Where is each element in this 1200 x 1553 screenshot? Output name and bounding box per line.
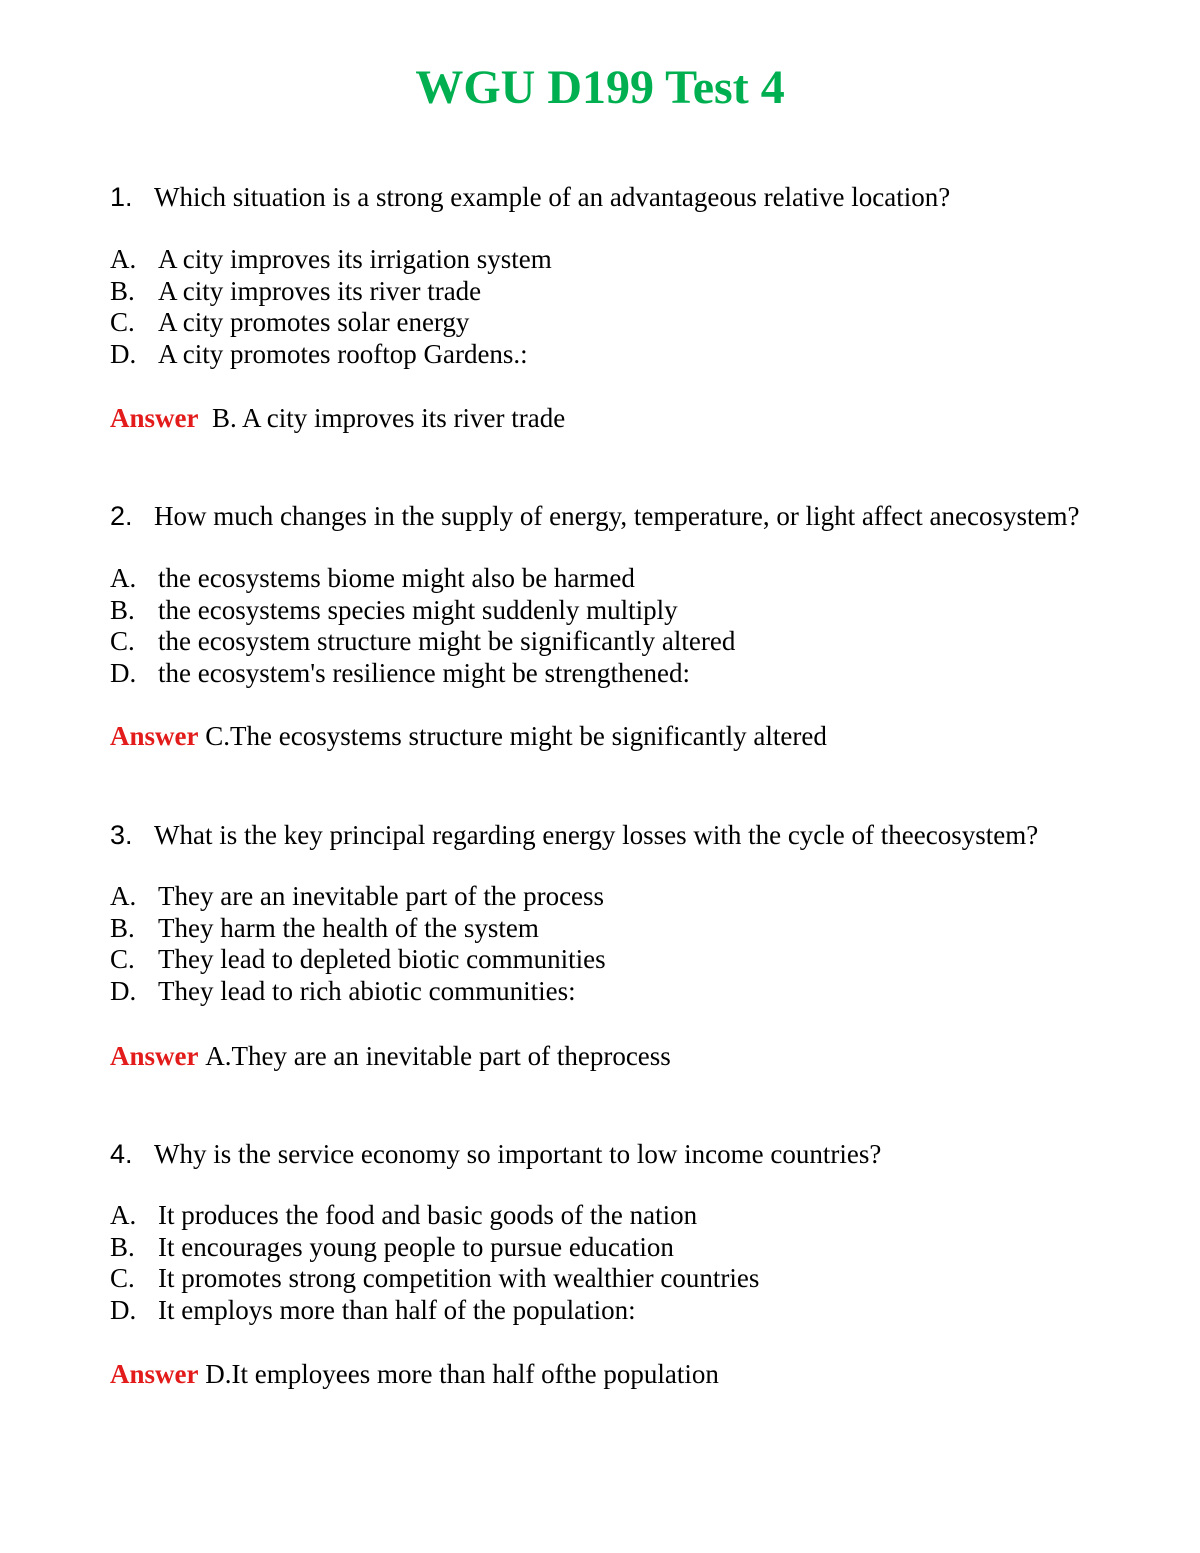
question-stem xyxy=(110,1137,881,1171)
answer-line xyxy=(110,401,565,435)
question-stem xyxy=(110,499,1079,533)
question-number: 1. xyxy=(110,182,133,212)
answer-label: Answer xyxy=(110,1359,199,1389)
option-b xyxy=(110,276,552,308)
answer-line xyxy=(110,1357,719,1391)
option-c xyxy=(110,307,552,339)
option-text: They harm the health of the system xyxy=(158,912,539,943)
question-text: What is the key principal regarding energy losses with the cycle of theecosystem? xyxy=(154,820,1039,850)
answer-text: D.It employees more than half ofthe population xyxy=(205,1359,719,1389)
question-text: Why is the service economy so important to low income countries? xyxy=(154,1139,882,1169)
question-text: Which situation is a strong example of an advantageous relative location? xyxy=(154,182,951,212)
option-letter: A. xyxy=(110,244,137,274)
answer-label: Answer xyxy=(110,403,199,433)
answer-label: Answer xyxy=(110,721,199,751)
option-a xyxy=(110,563,735,595)
option-list xyxy=(110,1200,759,1326)
question-number: 2. xyxy=(110,501,133,531)
option-text: A city improves its river trade xyxy=(158,275,482,306)
option-d xyxy=(110,1295,759,1327)
question-stem xyxy=(110,180,950,214)
option-letter: B. xyxy=(110,275,135,306)
answer-line xyxy=(110,1039,671,1073)
option-text: They are an inevitable part of the process xyxy=(158,881,605,911)
option-a xyxy=(110,881,606,913)
option-text: It encourages young people to pursue education xyxy=(158,1231,674,1262)
option-text: the ecosystems biome might also be harmed xyxy=(158,563,635,593)
option-text: It produces the food and basic goods of the nation xyxy=(158,1200,698,1230)
option-list xyxy=(110,244,552,370)
option-letter: D. xyxy=(110,975,137,1006)
option-list xyxy=(110,881,606,1007)
option-text: They lead to rich abiotic communities: xyxy=(158,975,576,1006)
option-a xyxy=(110,244,552,276)
option-letter: C. xyxy=(110,944,135,974)
option-text: the ecosystems species might suddenly multiply xyxy=(158,594,678,625)
option-letter: D. xyxy=(110,338,137,369)
option-letter: A. xyxy=(110,563,137,593)
option-letter: D. xyxy=(110,1294,137,1325)
option-d xyxy=(110,339,552,371)
option-text: A city promotes rooftop Gardens.: xyxy=(158,338,528,369)
answer-text: C.The ecosystems structure might be significantly altered xyxy=(205,721,827,751)
option-c xyxy=(110,944,606,976)
answer-text: B. A city improves its river trade xyxy=(212,403,566,433)
option-list xyxy=(110,563,735,689)
option-d xyxy=(110,658,735,690)
option-b xyxy=(110,595,735,627)
option-letter: C. xyxy=(110,307,135,337)
option-letter: C. xyxy=(110,626,135,656)
question-number: 3. xyxy=(110,820,133,850)
question-text: How much changes in the supply of energy, temperature, or light affect anecosystem? xyxy=(154,501,1080,531)
option-letter: A. xyxy=(110,881,137,911)
option-c xyxy=(110,1263,759,1295)
option-b xyxy=(110,1232,759,1264)
option-letter: D. xyxy=(110,657,137,688)
option-text: It employs more than half of the population: xyxy=(158,1294,636,1325)
option-text: A city promotes solar energy xyxy=(158,307,470,337)
question-stem xyxy=(110,818,1038,852)
option-letter: A. xyxy=(110,1200,137,1230)
option-text: It promotes strong competition with wealthier countries xyxy=(158,1263,760,1293)
question-number: 4. xyxy=(110,1139,133,1169)
answer-text: A.They are an inevitable part of theprocess xyxy=(205,1041,671,1071)
answer-label: Answer xyxy=(110,1041,199,1071)
option-text: A city improves its irrigation system xyxy=(158,244,552,274)
option-text: the ecosystem structure might be significantly altered xyxy=(158,626,736,656)
option-d xyxy=(110,976,606,1008)
answer-line xyxy=(110,719,827,753)
option-letter: B. xyxy=(110,594,135,625)
option-text: They lead to depleted biotic communities xyxy=(158,944,606,974)
option-c xyxy=(110,626,735,658)
option-letter: C. xyxy=(110,1263,135,1293)
option-text: the ecosystem's resilience might be strengthened: xyxy=(158,657,690,688)
document-title: WGU D199 Test 4 xyxy=(415,61,785,114)
option-letter: B. xyxy=(110,1231,135,1262)
option-a xyxy=(110,1200,759,1232)
option-letter: B. xyxy=(110,912,135,943)
option-b xyxy=(110,913,606,945)
